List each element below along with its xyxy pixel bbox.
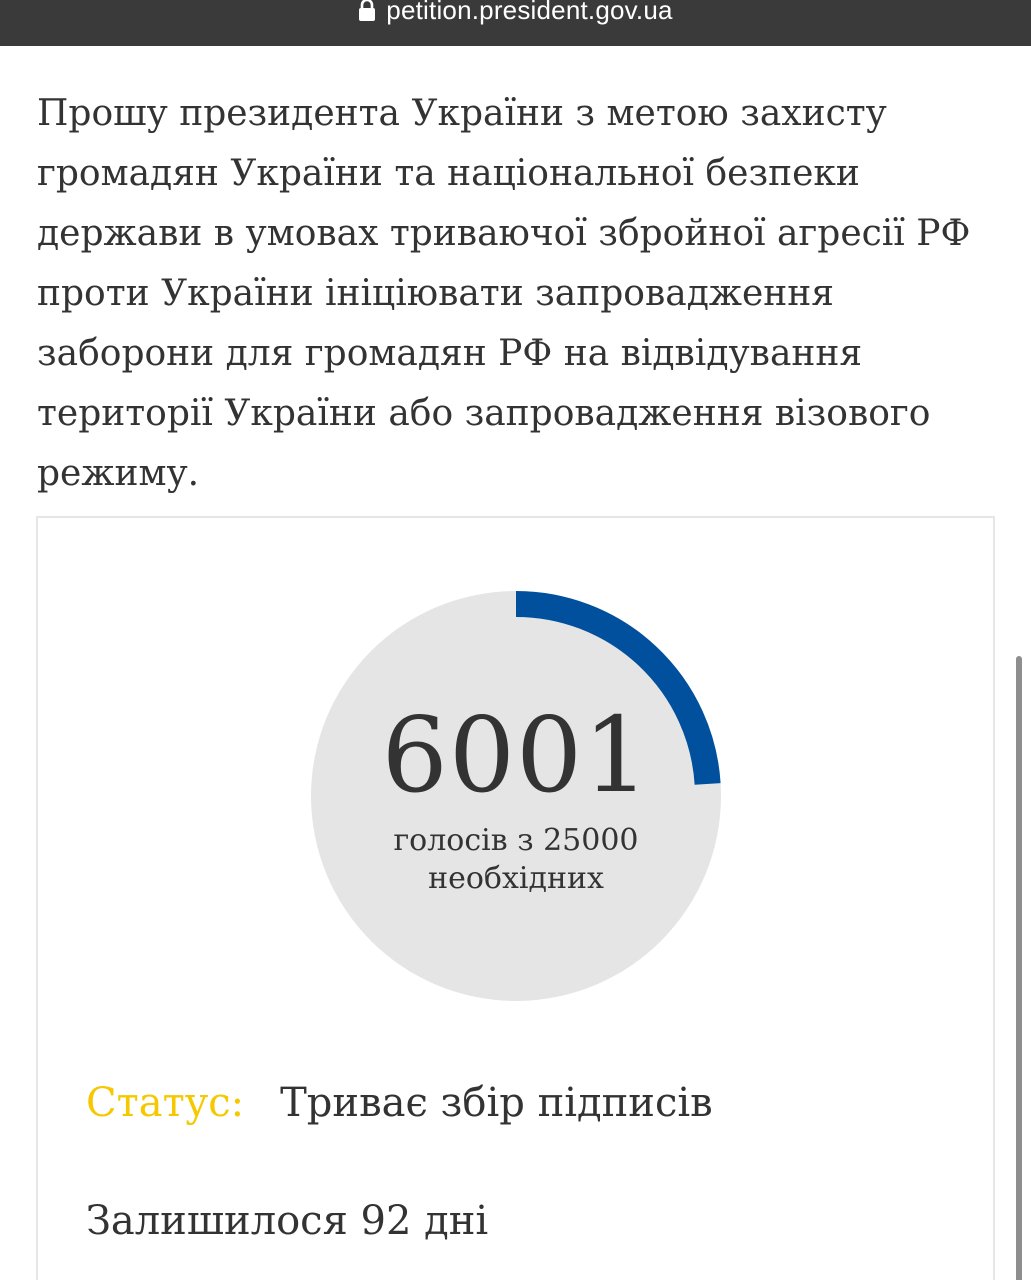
vote-count: 6001 [381, 694, 651, 816]
status-value: Триває збір підписів [280, 1080, 713, 1126]
status-label: Статус: [86, 1080, 245, 1126]
url-text: petition.president.gov.ua [386, 0, 673, 25]
days-remaining: Залишилося 92 дні [86, 1198, 489, 1244]
browser-url-bar[interactable] [0, 0, 1031, 46]
status-row [86, 1076, 713, 1130]
lock-icon [358, 0, 376, 22]
vote-count-label: голосів з 25000 необхідних [393, 823, 639, 896]
petition-text: Прошу президента України з метою захисту громадян України та національної безпеки держави в умовах триваючої збройної агресії РФ проти України ініціювати запровадження заборони для громадян РФ на відвідування території України або запровадження візового режиму. [37, 93, 971, 494]
url-display[interactable] [0, 0, 1031, 28]
page-scrollbar[interactable] [1016, 656, 1022, 1280]
vote-count-block [310, 590, 722, 1002]
